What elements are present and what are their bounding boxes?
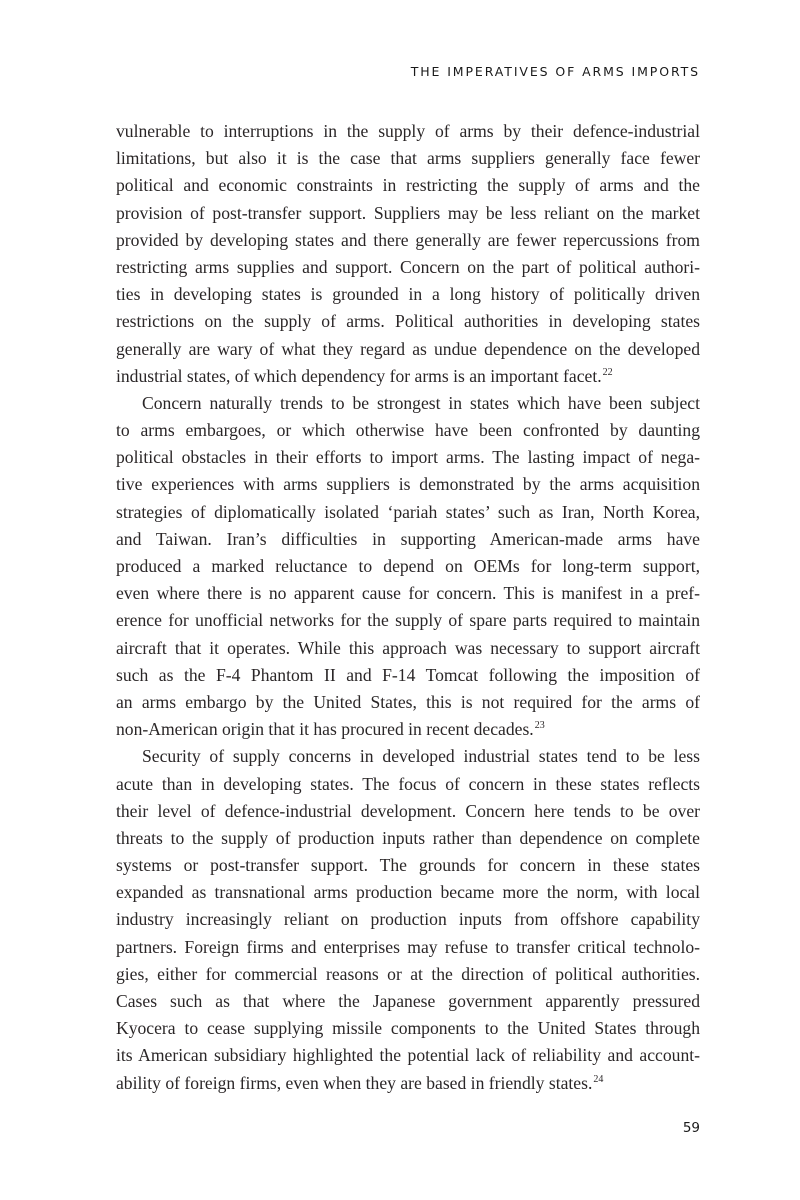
footnote-ref-24[interactable]: 24: [593, 1073, 604, 1085]
text-line: produced a marked reluctance to depend on OEMs for long-term support,: [116, 556, 700, 576]
text-line: and Taiwan. Iran’s difficulties in supporting American-made arms have: [116, 528, 700, 549]
text-line: such as the F-4 Phantom II and F-14 Tomcat following the imposition of: [116, 664, 700, 685]
text-line: [116, 363, 700, 390]
text-line: [116, 716, 700, 743]
text-line: restrictions on the supply of arms. Political authorities in developing states: [116, 311, 700, 332]
text-line: political obstacles in their efforts to import arms. The lasting impact of nega-: [116, 447, 700, 468]
text-line: Cases such as that where the Japanese government apparently pressured: [116, 991, 700, 1011]
text-line: an arms embargo by the United States, this is not required for the arms of: [116, 691, 700, 712]
running-head: THE IMPERATIVES OF ARMS IMPORTS: [410, 64, 700, 79]
text-line: threats to the supply of production inputs rather than dependence on complete: [116, 827, 700, 848]
text-line: to arms embargoes, or which otherwise have been confronted by daunting: [116, 420, 700, 441]
page-number: 59: [682, 1120, 700, 1136]
text-line-content: industrial states, of which dependency for arms is an important facet.: [116, 365, 602, 386]
body-text: [116, 118, 700, 1097]
text-line: their level of defence-industrial development. Concern here tends to be over: [116, 800, 700, 821]
text-line: Security of supply concerns in developed industrial states tend to be less: [142, 746, 700, 767]
text-line: strategies of diplomatically isolated ‘pariah states’ such as Iran, North Korea,: [116, 501, 700, 522]
text-line: [116, 1070, 700, 1097]
text-line: vulnerable to interruptions in the supply of arms by their defence-industrial: [116, 121, 700, 141]
text-line: generally are wary of what they regard as undue dependence on the developed: [116, 338, 700, 359]
text-line: provided by developing states and there generally are fewer repercussions from: [116, 229, 700, 250]
text-line: erence for unofficial networks for the supply of spare parts required to maintain: [116, 610, 700, 631]
text-line: expanded as transnational arms production became more the norm, with local: [116, 882, 700, 903]
text-line: political and economic constraints in restricting the supply of arms and the: [116, 175, 700, 196]
text-line-content: ability of foreign firms, even when they are based in friendly states.: [116, 1072, 593, 1093]
text-line: restricting arms supplies and support. Concern on the part of political authori-: [116, 256, 700, 277]
text-line: limitations, but also it is the case that arms suppliers generally face fewer: [116, 148, 700, 169]
paragraph-1: [116, 118, 700, 390]
text-line: ties in developing states is grounded in a long history of politically driven: [116, 284, 700, 305]
paragraph-2: [116, 390, 700, 743]
text-line: even where there is no apparent cause for concern. This is manifest in a pref-: [116, 583, 700, 604]
text-line: partners. Foreign firms and enterprises may refuse to transfer critical technolo-: [116, 936, 700, 957]
footnote-ref-23[interactable]: 23: [534, 720, 545, 732]
paragraph-3: [116, 743, 700, 1096]
text-line-content: non-American origin that it has procured in recent decades.: [116, 719, 534, 740]
text-line: provision of post-transfer support. Suppliers may be less reliant on the market: [116, 202, 700, 223]
text-line: industry increasingly reliant on production inputs from offshore capability: [116, 909, 700, 930]
text-line: tive experiences with arms suppliers is demonstrated by the arms acquisition: [116, 474, 700, 495]
text-line: gies, either for commercial reasons or at the direction of political authorities.: [116, 963, 700, 984]
text-line: aircraft that it operates. While this approach was necessary to support aircraft: [116, 637, 700, 658]
text-line: its American subsidiary highlighted the potential lack of reliability and account-: [116, 1045, 700, 1066]
text-line: Kyocera to cease supplying missile components to the United States through: [116, 1018, 700, 1039]
text-line: Concern naturally trends to be strongest in states which have been subject: [142, 392, 700, 413]
text-line: acute than in developing states. The focus of concern in these states reflects: [116, 773, 700, 794]
footnote-ref-22[interactable]: 22: [602, 366, 613, 378]
text-line: systems or post-transfer support. The grounds for concern in these states: [116, 855, 700, 876]
